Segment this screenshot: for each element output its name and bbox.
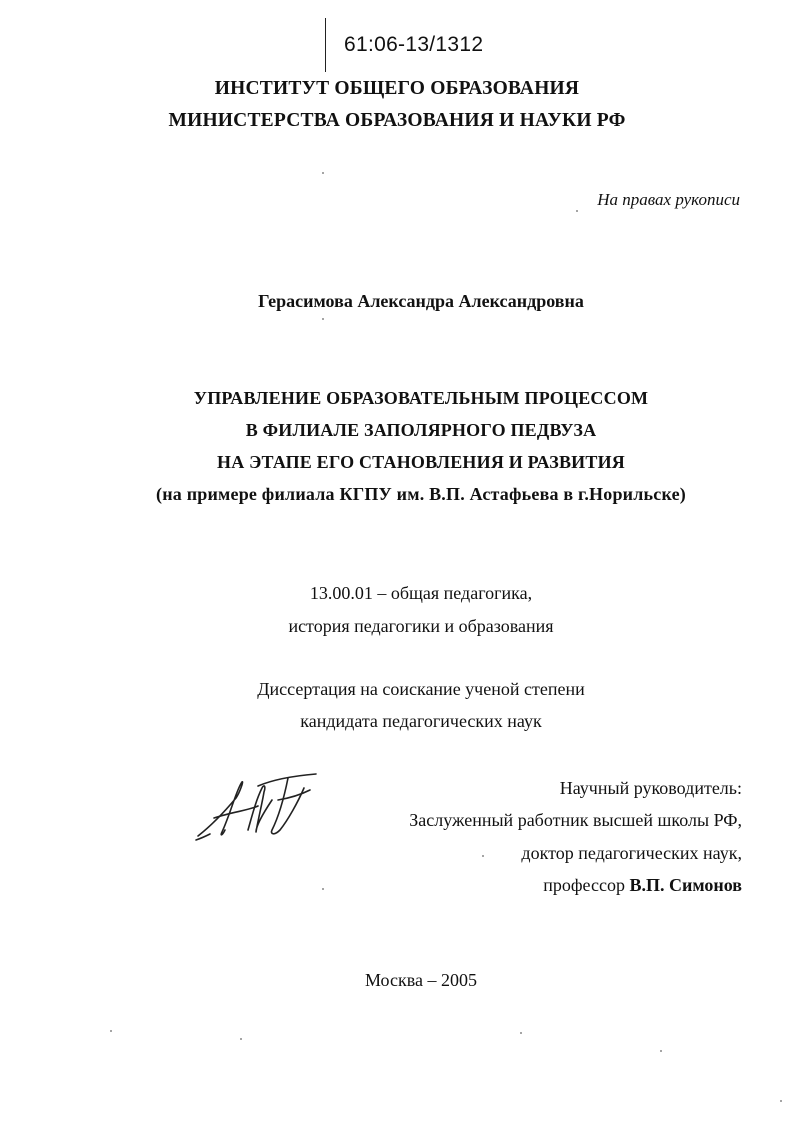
title-line-2: В ФИЛИАЛЕ ЗАПОЛЯРНОГО ПЕДВУЗА: [245, 420, 597, 440]
scan-speck: [322, 172, 324, 174]
institution-line-1: ИНСТИТУТ ОБЩЕГО ОБРАЗОВАНИЯ: [214, 78, 580, 99]
degree-line-2: кандидата педагогических наук: [300, 711, 542, 731]
specialty-line-1: 13.00.01 – общая педагогика,: [309, 583, 533, 603]
supervisor-position: профессор: [543, 875, 625, 895]
author-name: Герасимова Александра Александровна: [258, 291, 584, 311]
scan-speck: [110, 1030, 112, 1032]
supervisor-heading: Научный руководитель:: [559, 778, 742, 798]
catalog-stamp: 61:06-13/1312: [344, 33, 484, 56]
scan-speck: [780, 1100, 782, 1102]
scan-speck: [322, 318, 324, 320]
manuscript-rights: На правах рукописи: [597, 190, 740, 209]
signature-image: [192, 770, 332, 845]
stamp-divider: [325, 18, 326, 72]
scan-speck: [576, 210, 578, 212]
place-and-year: Москва – 2005: [365, 970, 477, 990]
specialty-line-2: история педагогики и образования: [288, 616, 554, 636]
supervisor-title-1: Заслуженный работник высшей школы РФ,: [409, 810, 742, 830]
supervisor-title-2: доктор педагогических наук,: [521, 843, 742, 863]
scan-speck: [482, 855, 484, 857]
scan-speck: [660, 1050, 662, 1052]
title-line-4: (на примере филиала КГПУ им. В.П. Астафьева в г.Норильске): [156, 484, 686, 504]
scan-speck: [520, 1032, 522, 1034]
scan-speck: [240, 1038, 242, 1040]
degree-line-1: Диссертация на соискание ученой степени: [257, 679, 585, 699]
title-line-3: НА ЭТАПЕ ЕГО СТАНОВЛЕНИЯ И РАЗВИТИЯ: [217, 452, 625, 472]
title-line-1: УПРАВЛЕНИЕ ОБРАЗОВАТЕЛЬНЫМ ПРОЦЕССОМ: [193, 388, 649, 408]
supervisor-name: В.П. Симонов: [629, 875, 742, 895]
supervisor-name-line: [543, 875, 742, 896]
scan-speck: [322, 888, 324, 890]
institution-line-2: МИНИСТЕРСТВА ОБРАЗОВАНИЯ И НАУКИ РФ: [168, 110, 626, 131]
